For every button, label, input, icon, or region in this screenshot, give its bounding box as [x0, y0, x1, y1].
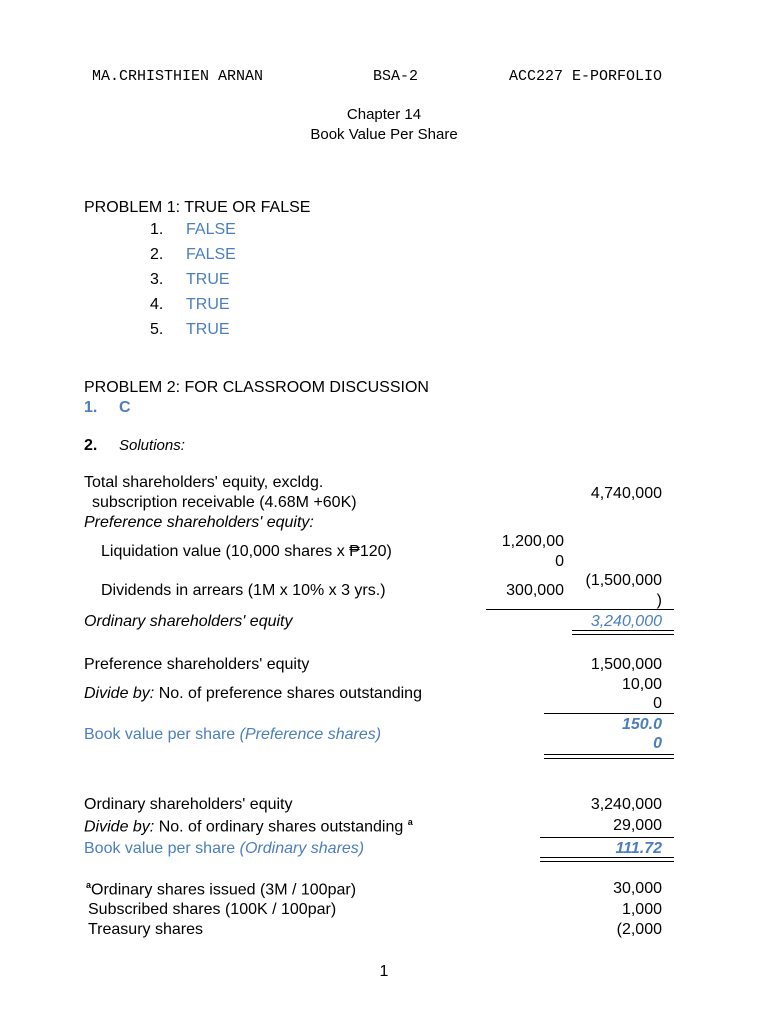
- treasury-shares-value: (2,000: [616, 921, 662, 938]
- footnote-marker: a: [407, 817, 413, 827]
- pref-shares-value: 10,00: [621, 676, 662, 693]
- liquidation-value-label: Liquidation value (10,000 shares x ₱120): [101, 543, 392, 560]
- ord-bvps-label: [84, 840, 364, 858]
- problem1-item-number: 2.: [150, 246, 164, 263]
- total-double-rule: [572, 630, 674, 635]
- pref-equity-subheading: Preference shareholders' equity:: [84, 514, 314, 531]
- bvps-class-label: (Preference shares): [239, 726, 382, 743]
- footnote-marker: a: [86, 880, 92, 890]
- issued-shares-value: 30,000: [613, 880, 662, 897]
- problem2-heading: PROBLEM 2: FOR CLASSROOM DISCUSSION: [84, 379, 429, 396]
- problem1-item-answer: TRUE: [186, 296, 230, 313]
- bvps-label: Book value per share: [84, 840, 240, 857]
- ord-divide-row: [84, 817, 413, 836]
- ord-equity-label: Ordinary shareholders' equity: [84, 613, 293, 630]
- pref-shares-label: No. of preference shares outstanding: [154, 685, 422, 702]
- pref-divide-row: [84, 685, 422, 703]
- chapter-title: Chapter 14: [346, 106, 422, 123]
- ord-shares-value: 29,000: [613, 817, 662, 834]
- pref-equity-value: 1,500,000: [590, 656, 662, 673]
- treasury-shares-label: Treasury shares: [88, 921, 203, 938]
- bvps-label: Book value per share: [84, 726, 240, 743]
- pref-equity-total-wrap: ): [656, 592, 662, 609]
- problem1-item-number: 1.: [150, 221, 164, 238]
- dividends-arrears-amount: 300,000: [506, 582, 564, 599]
- total-equity-value: 4,740,000: [590, 485, 662, 502]
- issued-shares-label: Ordinary shares issued (3M / 100par): [91, 881, 357, 899]
- ord-shares-label: No. of ordinary shares outstanding: [154, 818, 408, 836]
- page-number: 1: [379, 963, 389, 980]
- divide-by-label: Divide by:: [84, 685, 155, 702]
- problem2-item2-number: 2.: [84, 437, 98, 454]
- ord-bvps-value: 111.72: [615, 840, 662, 857]
- pref-bvps-value-wrap: 0: [653, 735, 662, 752]
- problem1-item-answer: FALSE: [186, 246, 236, 263]
- total-equity-label: Total shareholders' equity, excldg.: [84, 474, 324, 491]
- topic-title: Book Value Per Share: [310, 126, 458, 143]
- dividends-arrears-label: Dividends in arrears (1M x 10% x 3 yrs.): [101, 582, 386, 599]
- subtotal-rule: [572, 609, 674, 610]
- problem1-item-number: 5.: [150, 321, 164, 338]
- subscribed-shares-label: Subscribed shares (100K / 100par): [88, 901, 337, 918]
- pref-bvps-double-rule: [544, 754, 674, 759]
- bvps-class-label: (Ordinary shares): [239, 840, 365, 857]
- pref-equity-label: Preference shareholders' equity: [84, 656, 310, 673]
- problem1-heading: PROBLEM 1: TRUE OR FALSE: [84, 199, 311, 216]
- solutions-label: Solutions:: [119, 437, 185, 454]
- ord-equity-label-2: Ordinary shareholders' equity: [84, 796, 293, 813]
- divide-by-label: Divide by:: [84, 818, 155, 836]
- ord-bvps-double-rule: [540, 857, 674, 862]
- ord-equity-value-2: 3,240,000: [590, 796, 662, 813]
- problem1-item-number: 4.: [150, 296, 164, 313]
- total-equity-label-continued: subscription receivable (4.68M +60K): [92, 494, 357, 511]
- subtotal-rule: [486, 609, 572, 610]
- liquidation-value-amount-wrap: 0: [555, 553, 564, 570]
- footnote-issued-row: [86, 880, 356, 899]
- course-title: ACC227 E-PORFOLIO: [509, 68, 663, 85]
- liquidation-value-amount: 1,200,00: [501, 533, 564, 550]
- problem2-item1-answer: C: [119, 399, 131, 416]
- problem2-item1-number: 1.: [84, 399, 98, 416]
- problem1-item-answer: TRUE: [186, 321, 230, 338]
- problem1-item-answer: TRUE: [186, 271, 230, 288]
- ord-division-rule: [540, 837, 674, 838]
- ord-equity-value: 3,240,000: [590, 613, 662, 630]
- pref-bvps-value: 150.0: [621, 716, 662, 733]
- subscribed-shares-value: 1,000: [621, 901, 662, 918]
- pref-bvps-label: [84, 726, 381, 744]
- problem1-item-number: 3.: [150, 271, 164, 288]
- pref-shares-value-wrap: 0: [653, 695, 662, 712]
- problem1-item-answer: FALSE: [186, 221, 236, 238]
- student-name: MA.CRHISTHIEN ARNAN: [92, 68, 264, 85]
- pref-equity-total: (1,500,000: [585, 572, 662, 589]
- student-section: BSA-2: [373, 68, 419, 85]
- pref-division-rule: [544, 713, 674, 714]
